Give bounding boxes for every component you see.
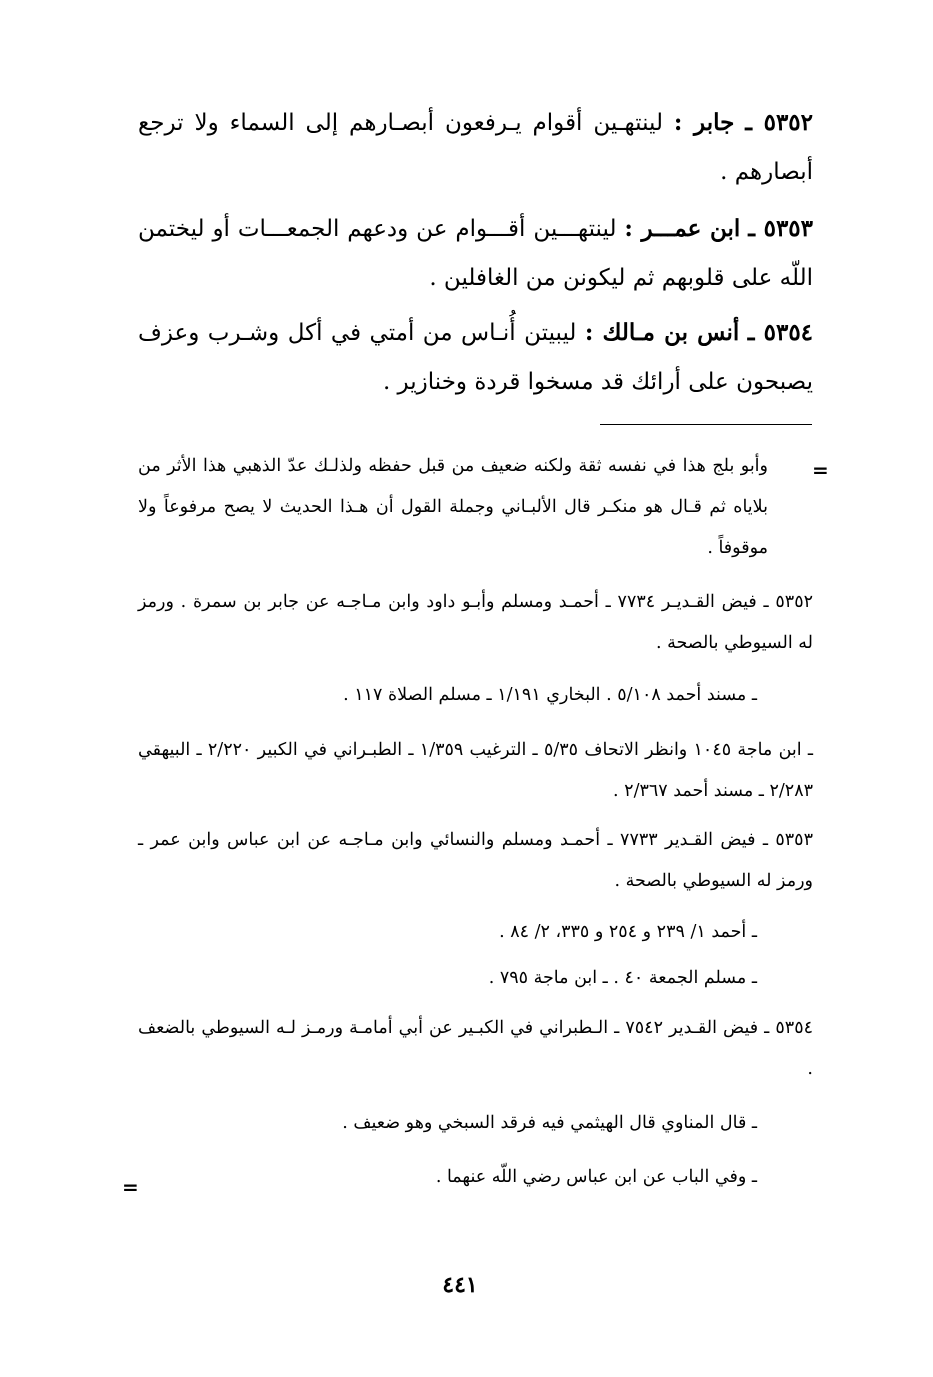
narrator-name: ابن عمـــر :: [624, 215, 741, 242]
footnote-continuation: وأبو بلج هذا في نفسه ثقة ولكنه ضعيف من قبل حفظه ولذلـك عدّ الذهبي هذا الأثر من بلاياه ثم قـال هو منكـر قال الألبـاني وجملة القول أن هـذا الحديث لا يصح مرفوعاً ولا موقوفاً .: [138, 456, 768, 558]
footnote-5354-ref-b: ـ وفي الباب عن ابن عباس رضي اللّه عنهما .: [435, 1167, 757, 1187]
narrator-name: أنس بن مـالك :: [584, 319, 740, 346]
continuation-mark: =: [812, 458, 829, 482]
hadith-entry-5353: [138, 204, 813, 303]
footnote-5352-ref-b: ـ ابن ماجة ١٠٤٥ وانظر الاتحاف ٥/٣٥ ـ الترغيب ١/٣٥٩ ـ الطبـراني في الكبير ٢/٢٢٠ ـ البيهقي ٢/٢٨٣ ـ مسند أحمد ٢/٣٦٧ .: [138, 740, 814, 801]
hadith-text: لينتهـــين أقـــوام عن ودعهم الجمعـــات أو ليختمن اللّه على قلوبهم ثم ليكونن من الغافلين .: [138, 216, 813, 291]
hadith-number: ٥٣٥٢ ـ: [745, 109, 814, 136]
narrator-name: جابر :: [673, 109, 735, 136]
page-number: ٤٤١: [442, 1272, 478, 1298]
hadith-text: ليبيتن أُنـاس من أمتي في أكل وشـرب وعزف يصبحون على أرائك قد مسخوا قردة وخنازير .: [138, 320, 813, 395]
footnote-5352-ref-a: ـ مسند أحمد ٥/١٠٨ . البخاري ١/١٩١ ـ مسلم الصلاة ١١٧ .: [343, 685, 757, 705]
hadith-entry-5354: [138, 308, 813, 407]
hadith-text: لينتهـين أقوام يـرفعون أبصـارهم إلى السماء ولا ترجع أبصارهم .: [138, 110, 813, 185]
hadith-number: ٥٣٥٤ ـ: [747, 319, 814, 346]
hadith-number: ٥٣٥٣ ـ: [748, 215, 814, 242]
end-mark: =: [122, 1175, 139, 1199]
footnote-separator: [600, 424, 812, 425]
footnote-5354: ٥٣٥٤ ـ فيض القـدير ٧٥٤٢ ـ الـطبراني في الكبـير عن أبي أمامـة ورمـز لـه السيوطي بالضعف .: [138, 1018, 813, 1079]
footnote-5353-ref-a: ـ أحمد ١/ ٢٣٩ و ٢٥٤ و ٣٣٥، ٢/ ٨٤ .: [499, 922, 757, 942]
hadith-entry-5352: [138, 98, 813, 197]
footnote-5353: ٥٣٥٣ ـ فيض القـدير ٧٧٣٣ ـ أحمـد ومسلم والنسائي وابن مـاجـه عن ابن عباس وابن عمر ـ ورمز له السيوطي بالصحة .: [138, 830, 813, 891]
footnote-5354-ref-a: ـ قال المناوي قال الهيثمي فيه فرقد السبخي وهو ضعيف .: [342, 1113, 757, 1133]
footnote-5352: ٥٣٥٢ ـ فيض القـديـر ٧٧٣٤ ـ أحمـد ومسلم وأبـو داود وابن مـاجـه عن جابر بن سمرة . ورمز له السيوطي بالصحة .: [138, 592, 813, 653]
footnote-5353-ref-b: ـ مسلم الجمعة ٤٠ . ـ ابن ماجة ٧٩٥ .: [488, 968, 757, 988]
